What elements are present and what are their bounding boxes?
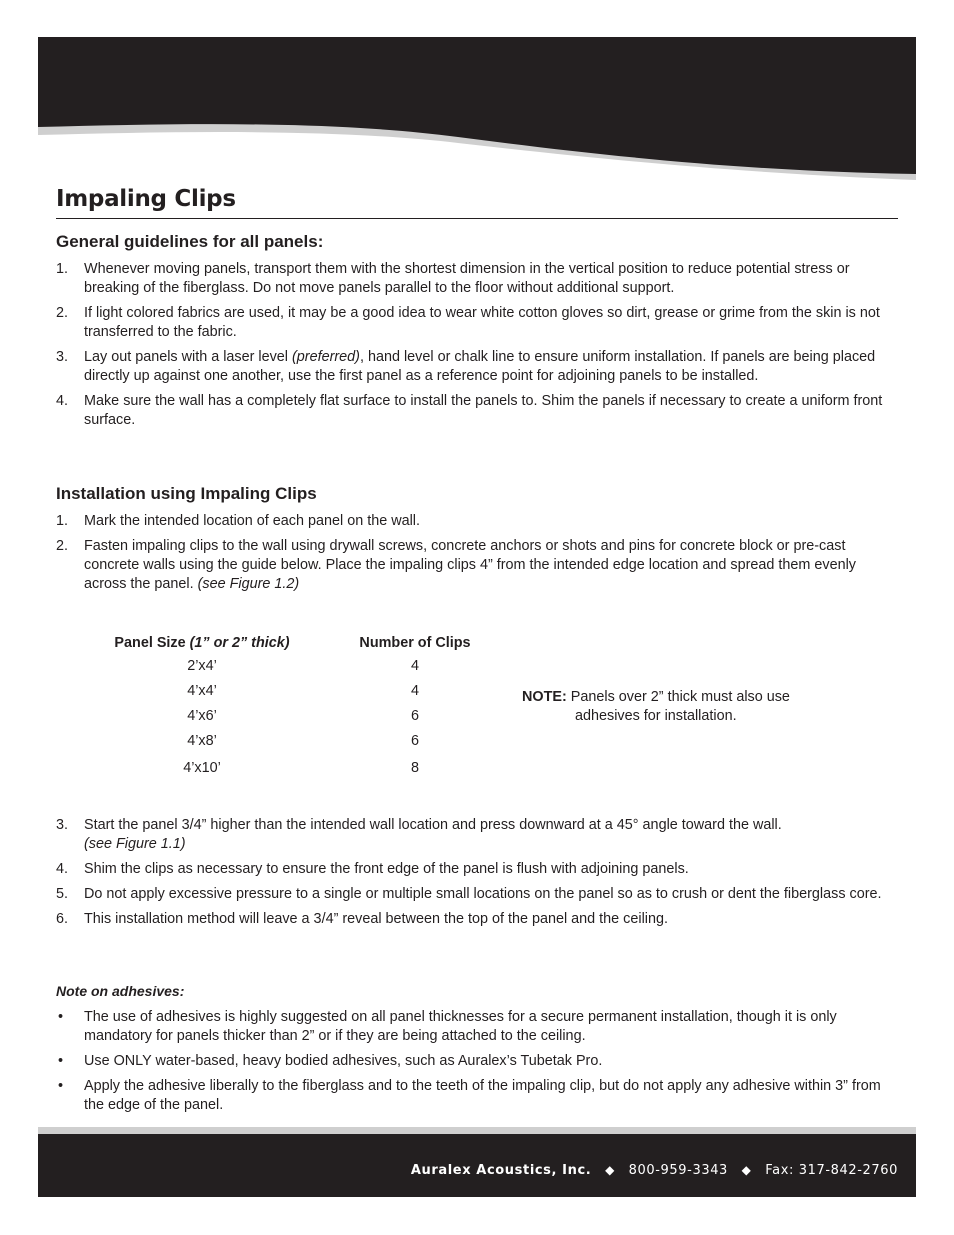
number-of-clips-header: Number of Clips bbox=[359, 634, 471, 651]
page-title: Impaling Clips bbox=[56, 186, 236, 212]
item-number: 5. bbox=[56, 886, 69, 902]
item-number: 4. bbox=[56, 861, 69, 877]
installation-list-part1 bbox=[56, 512, 898, 600]
bullet: • bbox=[58, 1078, 64, 1094]
installation-heading: Installation using Impaling Clips bbox=[56, 484, 317, 503]
item-text-italic: (see Figure 1.1) bbox=[84, 836, 186, 852]
panel-size-cell: 4’x8’ bbox=[187, 733, 217, 749]
phone-number: 800-959-3343 bbox=[628, 1163, 728, 1178]
item-number: 4. bbox=[56, 393, 69, 409]
item-number: 2. bbox=[56, 538, 69, 554]
list-item bbox=[56, 1052, 898, 1071]
table-row bbox=[104, 728, 530, 754]
clip-count-cell: 6 bbox=[410, 708, 419, 724]
bullet: • bbox=[58, 1009, 64, 1025]
clip-count-cell: 8 bbox=[410, 760, 419, 776]
clip-count-cell: 4 bbox=[410, 658, 419, 674]
item-text: Whenever moving panels, transport them with the shortest dimension in the vertical position to reduce potential stress or breaking of the fiberglass. Do not move panels parallel to the floor without additional support. bbox=[84, 261, 850, 296]
clip-count-table bbox=[104, 631, 530, 782]
item-text: Use ONLY water-based, heavy bodied adhesives, such as Auralex’s Tubetak Pro. bbox=[84, 1053, 603, 1069]
panel-size-header: Panel Size (1” or 2” thick) bbox=[114, 634, 290, 651]
panel-size-cell: 4’x6’ bbox=[187, 708, 217, 724]
item-text-italic: (preferred) bbox=[291, 349, 360, 365]
adhesives-list bbox=[56, 1008, 898, 1121]
item-text: Start the panel 3/4” higher than the intended wall location and press downward at a 45° angle toward the wall. bbox=[84, 817, 782, 833]
general-guidelines-list bbox=[56, 260, 898, 436]
thickness-note bbox=[522, 688, 882, 726]
list-item bbox=[56, 816, 898, 854]
item-number: 3. bbox=[56, 349, 69, 365]
table-header-row bbox=[104, 631, 530, 654]
item-text: Apply the adhesive liberally to the fiberglass and to the teeth of the impaling clip, but do not apply any adhesive within 3” from the edge of the panel. bbox=[84, 1078, 881, 1113]
list-item bbox=[56, 260, 898, 298]
item-text: Make sure the wall has a completely flat surface to install the panels to. Shim the panels if necessary to create a uniform front surface. bbox=[84, 393, 883, 428]
company-name: Auralex Acoustics, Inc. bbox=[410, 1163, 592, 1178]
table-row bbox=[104, 704, 530, 728]
header-band bbox=[38, 37, 916, 182]
adhesives-heading: Note on adhesives: bbox=[56, 983, 185, 999]
item-text: Mark the intended location of each panel on the wall. bbox=[84, 513, 421, 529]
item-text-italic: (see Figure 1.2) bbox=[197, 576, 300, 592]
clip-count-cell: 6 bbox=[410, 733, 419, 749]
table-row bbox=[104, 678, 530, 704]
panel-size-cell: 4’x10’ bbox=[183, 760, 221, 776]
item-text: Lay out panels with a laser level bbox=[84, 349, 292, 365]
item-text: Fasten impaling clips to the wall using drywall screws, concrete anchors or shots and pins for concrete block or pre-cast concrete walls using the guide below. Place the impaling clips 4” from the intended edge location and spread them evenly across the panel. bbox=[84, 538, 856, 592]
diamond-separator-icon: ◆ bbox=[741, 1163, 752, 1177]
item-number: 6. bbox=[56, 911, 69, 927]
panel-size-cell: 2’x4’ bbox=[187, 658, 217, 674]
header-swoosh-graphic bbox=[38, 37, 916, 182]
item-text: Shim the clips as necessary to ensure the front edge of the panel is flush with adjoining panels. bbox=[84, 861, 689, 877]
installation-list-part2 bbox=[56, 816, 898, 935]
title-divider bbox=[56, 218, 898, 219]
list-item bbox=[56, 537, 898, 594]
item-text: Do not apply excessive pressure to a single or multiple small locations on the panel so as to crush or dent the fiberglass core. bbox=[84, 886, 882, 902]
list-item bbox=[56, 1077, 898, 1115]
list-item bbox=[56, 860, 898, 879]
clip-count-cell: 4 bbox=[410, 683, 419, 699]
footer-band bbox=[38, 1127, 916, 1197]
general-guidelines-heading: General guidelines for all panels: bbox=[56, 232, 324, 251]
list-item bbox=[56, 885, 898, 904]
item-number: 3. bbox=[56, 817, 69, 833]
panel-size-cell: 4’x4’ bbox=[187, 683, 217, 699]
list-item bbox=[56, 910, 898, 929]
list-item bbox=[56, 1008, 898, 1046]
item-number: 1. bbox=[56, 513, 69, 529]
item-number: 2. bbox=[56, 305, 69, 321]
fax-number: Fax: 317-842-2760 bbox=[765, 1163, 898, 1178]
item-text: , hand level or chalk line to ensure uniform installation. If panels are being placed directly up against one another, use the first panel as a reference point for adjoining panels to be installed. bbox=[84, 349, 876, 384]
bullet: • bbox=[58, 1053, 64, 1069]
item-text: The use of adhesives is highly suggested on all panel thicknesses for a secure permanent installation, though it is only mandatory for panels thicker than 2” or if they are being attached to the ceiling. bbox=[84, 1009, 837, 1044]
diamond-separator-icon: ◆ bbox=[605, 1163, 615, 1177]
footer-contact bbox=[411, 1163, 898, 1178]
list-item bbox=[56, 304, 898, 342]
list-item bbox=[56, 392, 898, 430]
note-text: Panels over 2” thick must also use bbox=[566, 689, 790, 705]
item-text: If light colored fabrics are used, it may be a good idea to wear white cotton gloves so dirt, grease or grime from the skin is not transferred to the fabric. bbox=[84, 305, 880, 340]
list-item bbox=[56, 512, 898, 531]
note-label: NOTE: bbox=[522, 689, 567, 705]
list-item bbox=[56, 348, 898, 386]
table-row bbox=[104, 654, 530, 678]
item-number: 1. bbox=[56, 261, 69, 277]
note-text: adhesives for installation. bbox=[575, 708, 737, 724]
item-text: This installation method will leave a 3/4” reveal between the top of the panel and the ceiling. bbox=[84, 911, 668, 927]
table-row bbox=[104, 754, 530, 782]
